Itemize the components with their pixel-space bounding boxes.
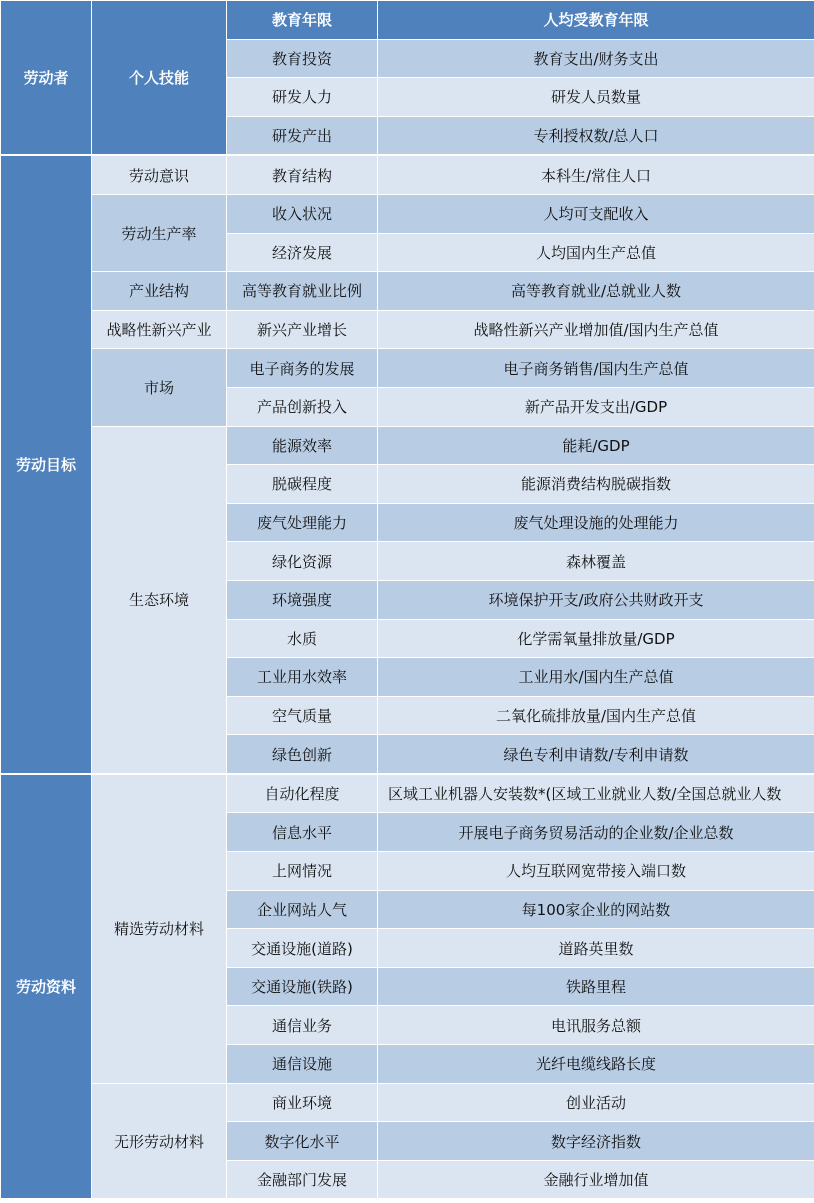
table-row [1, 1, 814, 40]
indicator-cell: 能源效率 [227, 426, 378, 465]
measure-cell: 人均国内生产总值 [378, 233, 814, 272]
measure-cell: 电讯服务总额 [378, 1006, 814, 1045]
measure-cell: 工业用水/国内生产总值 [378, 658, 814, 697]
measure-cell: 能源消费结构脱碳指数 [378, 465, 814, 504]
indicator-cell: 电子商务的发展 [227, 349, 378, 388]
table-row [1, 426, 814, 465]
measure-cell: 铁路里程 [378, 967, 814, 1006]
subgroup-cell-selected-material: 精选劳动材料 [92, 774, 227, 1083]
indicator-cell: 经济发展 [227, 233, 378, 272]
subgroup-cell-personal-skill: 个人技能 [92, 1, 227, 156]
measure-cell: 数字经济指数 [378, 1122, 814, 1161]
indicator-cell: 信息水平 [227, 813, 378, 852]
indicator-cell: 废气处理能力 [227, 503, 378, 542]
measure-cell: 高等教育就业/总就业人数 [378, 272, 814, 311]
measure-cell: 光纤电缆线路长度 [378, 1045, 814, 1084]
subgroup-cell-market: 市场 [92, 349, 227, 426]
measure-cell: 区域工业机器人安装数*(区域工业就业人数/全国总就业人数 [378, 774, 814, 813]
table-row [1, 155, 814, 194]
measure-cell: 环境保护开支/政府公共财政开支 [378, 580, 814, 619]
group-cell-labor-target: 劳动目标 [1, 155, 92, 774]
table-row [1, 349, 814, 388]
indicator-cell: 企业网站人气 [227, 890, 378, 929]
measure-cell: 金融行业增加值 [378, 1160, 814, 1199]
indicator-cell: 金融部门发展 [227, 1160, 378, 1199]
measure-cell: 废气处理设施的处理能力 [378, 503, 814, 542]
table-row [1, 272, 814, 311]
indicator-cell: 教育投资 [227, 39, 378, 78]
measure-cell: 研发人员数量 [378, 78, 814, 117]
indicator-cell: 上网情况 [227, 852, 378, 891]
measure-cell: 创业活动 [378, 1083, 814, 1122]
measure-cell: 能耗/GDP [378, 426, 814, 465]
measure-cell: 电子商务销售/国内生产总值 [378, 349, 814, 388]
indicator-cell: 交通设施(道路) [227, 929, 378, 968]
indicator-cell: 脱碳程度 [227, 465, 378, 504]
indicator-cell: 商业环境 [227, 1083, 378, 1122]
table-row [1, 774, 814, 813]
subgroup-cell-eco-env: 生态环境 [92, 426, 227, 774]
indicator-cell: 教育结构 [227, 155, 378, 194]
indicator-cell: 数字化水平 [227, 1122, 378, 1161]
measure-cell: 开展电子商务贸易活动的企业数/企业总数 [378, 813, 814, 852]
subgroup-cell-strategic-industry: 战略性新兴产业 [92, 310, 227, 349]
indicator-cell: 空气质量 [227, 696, 378, 735]
indicator-cell: 绿化资源 [227, 542, 378, 581]
measure-cell: 战略性新兴产业增加值/国内生产总值 [378, 310, 814, 349]
group-cell-laborer: 劳动者 [1, 1, 92, 156]
table-row [1, 194, 814, 233]
subgroup-cell-labor-awareness: 劳动意识 [92, 155, 227, 194]
subgroup-cell-labor-productivity: 劳动生产率 [92, 194, 227, 271]
indicator-cell: 收入状况 [227, 194, 378, 233]
indicator-cell: 通信设施 [227, 1045, 378, 1084]
indicator-cell: 新兴产业增长 [227, 310, 378, 349]
header-cell-education-years: 教育年限 [227, 1, 378, 40]
table-row [1, 310, 814, 349]
indicator-cell: 水质 [227, 619, 378, 658]
measure-cell: 人均可支配收入 [378, 194, 814, 233]
indicator-cell: 环境强度 [227, 580, 378, 619]
measure-cell: 道路英里数 [378, 929, 814, 968]
group-cell-labor-material: 劳动资料 [1, 774, 92, 1199]
measure-cell: 新产品开发支出/GDP [378, 387, 814, 426]
measure-cell: 森林覆盖 [378, 542, 814, 581]
measure-cell: 专利授权数/总人口 [378, 116, 814, 155]
indicator-cell: 工业用水效率 [227, 658, 378, 697]
indicator-cell: 绿色创新 [227, 735, 378, 774]
subgroup-cell-intangible-material: 无形劳动材料 [92, 1083, 227, 1199]
indicator-cell: 交通设施(铁路) [227, 967, 378, 1006]
measure-cell: 二氧化硫排放量/国内生产总值 [378, 696, 814, 735]
measure-cell: 化学需氧量排放量/GDP [378, 619, 814, 658]
measure-cell: 教育支出/财务支出 [378, 39, 814, 78]
indicator-cell: 研发产出 [227, 116, 378, 155]
table-row [1, 1083, 814, 1122]
indicator-cell: 高等教育就业比例 [227, 272, 378, 311]
indicator-cell: 自动化程度 [227, 774, 378, 813]
measure-cell: 绿色专利申请数/专利申请数 [378, 735, 814, 774]
header-cell-avg-education-years: 人均受教育年限 [378, 1, 814, 40]
indicator-cell: 通信业务 [227, 1006, 378, 1045]
indicator-cell: 产品创新投入 [227, 387, 378, 426]
measure-cell: 每100家企业的网站数 [378, 890, 814, 929]
indicator-cell: 研发人力 [227, 78, 378, 117]
measure-cell: 本科生/常住人口 [378, 155, 814, 194]
measure-cell: 人均互联网宽带接入端口数 [378, 852, 814, 891]
subgroup-cell-industry-structure: 产业结构 [92, 272, 227, 311]
